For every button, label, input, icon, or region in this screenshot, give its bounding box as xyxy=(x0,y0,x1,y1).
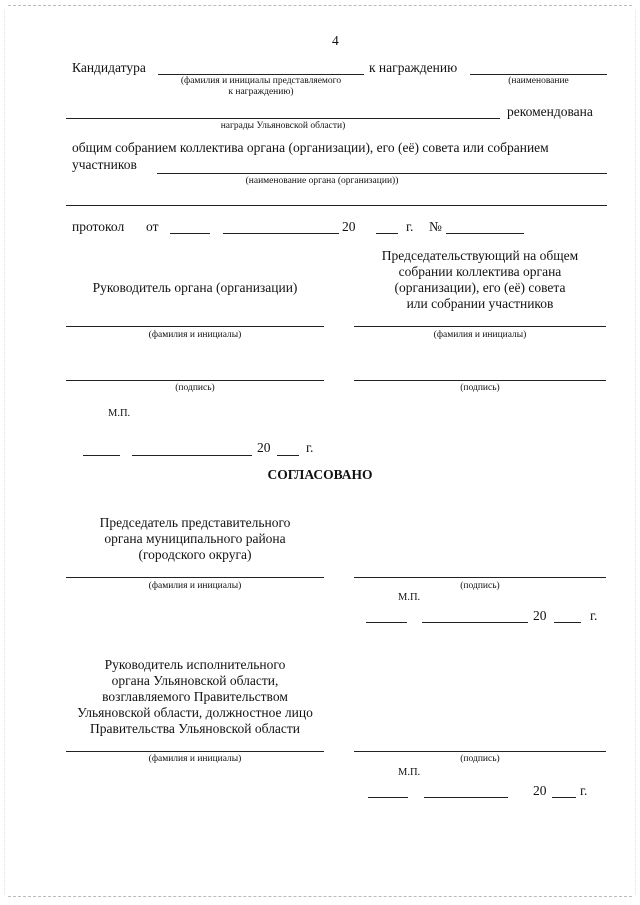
candidacy-label: Кандидатура xyxy=(72,60,146,75)
participants-label: участников xyxy=(72,157,137,172)
date-year-line[interactable] xyxy=(277,455,299,456)
council-chair-line: Председатель представительного xyxy=(99,515,291,530)
meeting-text: общим собранием коллектива органа (организации), его (её) совета или собранием xyxy=(72,140,549,155)
head-signature-line[interactable] xyxy=(66,380,324,381)
scan-edge-top xyxy=(8,5,632,6)
chair-name-caption: (фамилия и инициалы) xyxy=(433,330,527,340)
executive-date-month-line[interactable] xyxy=(424,797,508,798)
council-date-year-prefix: 20 xyxy=(533,608,547,623)
scan-edge-right xyxy=(635,10,636,895)
executive-date-year-line[interactable] xyxy=(552,797,576,798)
scan-edge-left xyxy=(4,10,5,895)
chair-line: (организации), его (её) совета xyxy=(394,280,566,295)
executive-signature-line[interactable] xyxy=(354,751,606,752)
chair-signature-caption: (подпись) xyxy=(460,383,500,393)
page-number: 4 xyxy=(332,33,339,48)
council-date-year-line[interactable] xyxy=(554,622,581,623)
stamp-mark: М.П. xyxy=(108,408,131,419)
executive-line: Ульяновской области, должностное лицо xyxy=(77,705,313,720)
executive-date-year-suffix: г. xyxy=(580,783,588,798)
award-caption-b: награды Ульяновской области) xyxy=(220,121,346,131)
chair-signature-line[interactable] xyxy=(354,380,606,381)
approval-title: СОГЛАСОВАНО xyxy=(267,467,373,482)
chair-line: собрании коллектива органа xyxy=(398,264,562,279)
nominee-caption-1: (фамилия и инициалы представляемого xyxy=(180,76,342,86)
executive-stamp-mark: М.П. xyxy=(398,767,421,778)
date-year-suffix: г. xyxy=(306,440,314,455)
executive-line: Руководитель исполнительного xyxy=(104,657,286,672)
council-date-day-line[interactable] xyxy=(366,622,407,623)
executive-line: органа Ульяновской области, xyxy=(111,673,279,688)
head-name-line[interactable] xyxy=(66,326,324,327)
nominee-caption-2: к награждению) xyxy=(228,87,294,97)
executive-name-line[interactable] xyxy=(66,751,324,752)
council-chair-signature-line[interactable] xyxy=(354,577,606,578)
council-date-year-suffix: г. xyxy=(590,608,598,623)
council-stamp-mark: М.П. xyxy=(398,592,421,603)
protocol-number-sign: № xyxy=(429,219,442,234)
org-caption: (наименование органа (организации)) xyxy=(245,176,399,186)
executive-date-year-prefix: 20 xyxy=(533,783,547,798)
executive-block xyxy=(60,657,330,737)
protocol-year-prefix: 20 xyxy=(342,219,356,234)
council-chair-line: (городского округа) xyxy=(138,547,252,562)
chair-block xyxy=(354,248,606,312)
protocol-year-suffix: г. xyxy=(406,219,414,234)
protocol-month-line[interactable] xyxy=(223,233,339,234)
chair-line: или собрании участников xyxy=(406,296,554,311)
head-name-caption: (фамилия и инициалы) xyxy=(148,330,242,340)
scan-edge-bottom xyxy=(8,896,632,897)
protocol-label: протокол xyxy=(72,219,125,234)
executive-line: Правительства Ульяновской области xyxy=(89,721,301,736)
chair-name-line[interactable] xyxy=(354,326,606,327)
protocol-from: от xyxy=(146,219,159,234)
for-award-label: к награждению xyxy=(369,60,458,75)
head-signature-caption: (подпись) xyxy=(175,383,215,393)
recommended-label: рекомендована xyxy=(507,104,593,119)
protocol-number-line[interactable] xyxy=(446,233,524,234)
council-date-month-line[interactable] xyxy=(422,622,528,623)
council-chair-block xyxy=(66,515,324,563)
chair-line: Председательствующий на общем xyxy=(381,248,579,263)
council-chair-name-caption: (фамилия и инициалы) xyxy=(148,581,242,591)
date-day-line[interactable] xyxy=(83,455,120,456)
executive-line: возглавляемого Правительством xyxy=(102,689,288,704)
protocol-day-line[interactable] xyxy=(170,233,210,234)
date-year-prefix: 20 xyxy=(257,440,271,455)
council-chair-signature-caption: (подпись) xyxy=(460,581,500,591)
council-chair-name-line[interactable] xyxy=(66,577,324,578)
nominee-name-line[interactable] xyxy=(158,74,364,75)
org-name-line-b[interactable] xyxy=(66,205,607,206)
executive-signature-caption: (подпись) xyxy=(460,754,500,764)
protocol-year-line[interactable] xyxy=(376,233,398,234)
org-name-line-a[interactable] xyxy=(157,173,607,174)
date-month-line[interactable] xyxy=(132,455,252,456)
executive-name-caption: (фамилия и инициалы) xyxy=(148,754,242,764)
award-name-line-a[interactable] xyxy=(470,74,607,75)
award-name-line-b[interactable] xyxy=(66,118,500,119)
executive-date-day-line[interactable] xyxy=(368,797,408,798)
head-org-label: Руководитель органа (организации) xyxy=(92,280,298,295)
council-chair-line: органа муниципального района xyxy=(104,531,286,546)
award-caption-a: (наименование xyxy=(508,76,569,86)
